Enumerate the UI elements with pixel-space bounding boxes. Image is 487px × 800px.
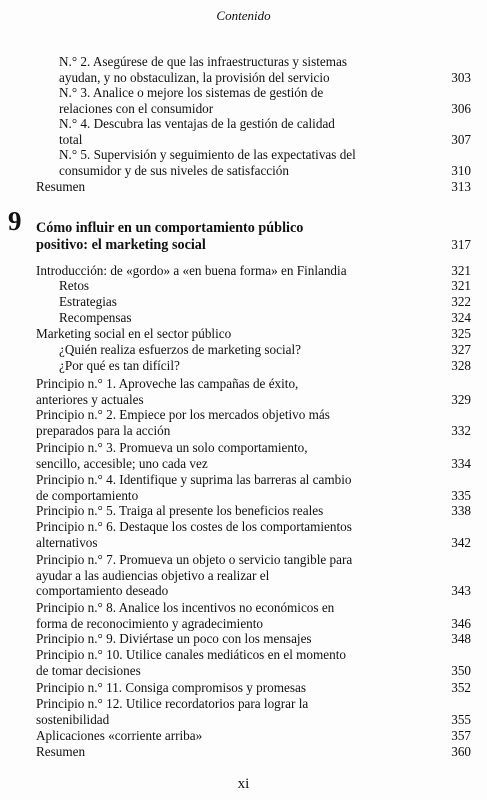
toc-entry-line: Principio n.° 8. Analice los incentivos no económicos en xyxy=(36,600,335,615)
toc-entry-line: sostenibilidad xyxy=(36,711,110,727)
toc-page-number: 321 xyxy=(451,278,471,293)
toc-entry-line: N.° 2. Asegúrese de que las infraestructuras y sistemas xyxy=(59,54,347,69)
toc-entry-line: Principio n.° 6. Destaque los costes de los comportamientos xyxy=(36,519,352,534)
toc-entry-line: comportamiento deseado xyxy=(36,583,169,599)
toc-page-number: 355 xyxy=(451,711,471,727)
toc-entry-line: alternativos xyxy=(36,534,98,550)
toc-entry-line: Principio n.° 1. Aproveche las campañas de éxito, xyxy=(36,376,299,391)
running-header: Contenido xyxy=(216,8,271,23)
toc-entry-line: Estrategias xyxy=(59,294,117,309)
toc-page-number: 327 xyxy=(451,342,471,357)
toc-entry-line: de tomar decisiones xyxy=(36,662,141,678)
toc-page-number: 307 xyxy=(451,131,471,147)
toc-page-number: 322 xyxy=(451,294,471,309)
toc-page-number: 313 xyxy=(451,179,471,194)
toc-entry-line: ¿Por qué es tan difícil? xyxy=(59,358,180,373)
toc-entry-line: Principio n.° 7. Promueva un objeto o servicio tangible para xyxy=(36,552,353,567)
toc-entry-line: relaciones con el consumidor xyxy=(59,100,214,116)
toc-entry-line: Resumen xyxy=(36,179,86,194)
toc-page-number: 350 xyxy=(451,662,471,678)
toc-page-number: 360 xyxy=(451,744,471,759)
toc-entry-line: ayudan, y no obstaculizan, la provisión del servicio xyxy=(59,69,330,85)
toc-entry-line: Principio n.° 12. Utilice recordatorios para lograr la xyxy=(36,696,309,711)
toc-entry-line: Introducción: de «gordo» a «en buena forma» en Finlandia xyxy=(36,263,347,278)
toc-page-number: 321 xyxy=(451,263,471,278)
toc-entry-line: sencillo, accesible; uno cada vez xyxy=(36,455,208,471)
toc-page-number: 329 xyxy=(451,391,471,407)
toc-entry-line: N.° 3. Analice o mejore los sistemas de gestión de xyxy=(59,85,324,100)
toc-entry-line: total xyxy=(59,131,83,147)
toc-page-number: 317 xyxy=(451,237,471,252)
toc-entry-line: Principio n.° 4. Identifique y suprima las barreras al cambio xyxy=(36,472,352,487)
toc-page-number: 303 xyxy=(451,69,471,85)
toc-entry-line: Marketing social en el sector público xyxy=(36,326,232,341)
toc-entry-line: consumidor y de sus niveles de satisfacción xyxy=(59,162,289,178)
toc-entry-line: Principio n.° 2. Empiece por los mercados objetivo más xyxy=(36,407,330,422)
toc-entry-line: N.° 5. Supervisión y seguimiento de las expectativas del xyxy=(59,147,356,162)
toc-entry-line: Recompensas xyxy=(59,310,132,325)
toc-page-number: 338 xyxy=(451,503,471,518)
toc-page-number: 348 xyxy=(451,631,471,646)
toc-entry-line: ayudar a las audiencias objetivo a realizar el xyxy=(36,567,270,583)
toc-entry-line: Retos xyxy=(59,278,90,293)
page-number-footer: xi xyxy=(237,776,250,792)
toc-entry-line: Principio n.° 11. Consiga compromisos y promesas xyxy=(36,680,306,695)
toc-entry-line: N.° 4. Descubra las ventajas de la gestión de calidad xyxy=(59,116,335,131)
toc-page-number: 335 xyxy=(451,487,471,503)
toc-page-number: 346 xyxy=(451,615,471,631)
toc-page-number: 343 xyxy=(451,583,471,599)
toc-entry-line: de comportamiento xyxy=(36,487,139,503)
toc-entry-line: preparados para la acción xyxy=(36,422,171,438)
toc-entry-line: Principio n.° 9. Diviértase un poco con los mensajes xyxy=(36,631,312,646)
toc-entry-line: forma de reconocimiento y agradecimiento xyxy=(36,615,264,631)
toc-entry-line: positivo: el marketing social xyxy=(36,237,206,253)
toc-page-number: 325 xyxy=(451,326,471,341)
toc-entry-line: Principio n.° 5. Traiga al presente los beneficios reales xyxy=(36,503,324,518)
toc-entry-line: Principio n.° 3. Promueva un solo comportamiento, xyxy=(36,440,308,455)
chapter-number: 9 xyxy=(8,206,22,236)
toc-entry-line: Aplicaciones «corriente arriba» xyxy=(36,728,203,743)
toc-entry-line: Principio n.° 10. Utilice canales mediáticos en el momento xyxy=(36,647,346,662)
toc-page-number: 310 xyxy=(451,162,471,178)
toc-page-number: 342 xyxy=(451,534,471,550)
toc-page-number: 332 xyxy=(451,422,471,438)
toc-entry-line: Resumen xyxy=(36,744,86,759)
toc-page-number: 334 xyxy=(451,455,471,471)
toc-entry-line: anteriores y actuales xyxy=(36,391,144,407)
toc-page-number: 324 xyxy=(451,310,471,325)
toc-entry-line: ¿Quién realiza esfuerzos de marketing social? xyxy=(59,342,302,357)
toc-page-number: 357 xyxy=(451,728,471,743)
toc-page-number: 352 xyxy=(451,680,471,695)
toc-page-number: 328 xyxy=(451,358,471,373)
toc-entry-line: Cómo influir en un comportamiento público xyxy=(36,220,304,236)
toc-page-number: 306 xyxy=(451,100,471,116)
